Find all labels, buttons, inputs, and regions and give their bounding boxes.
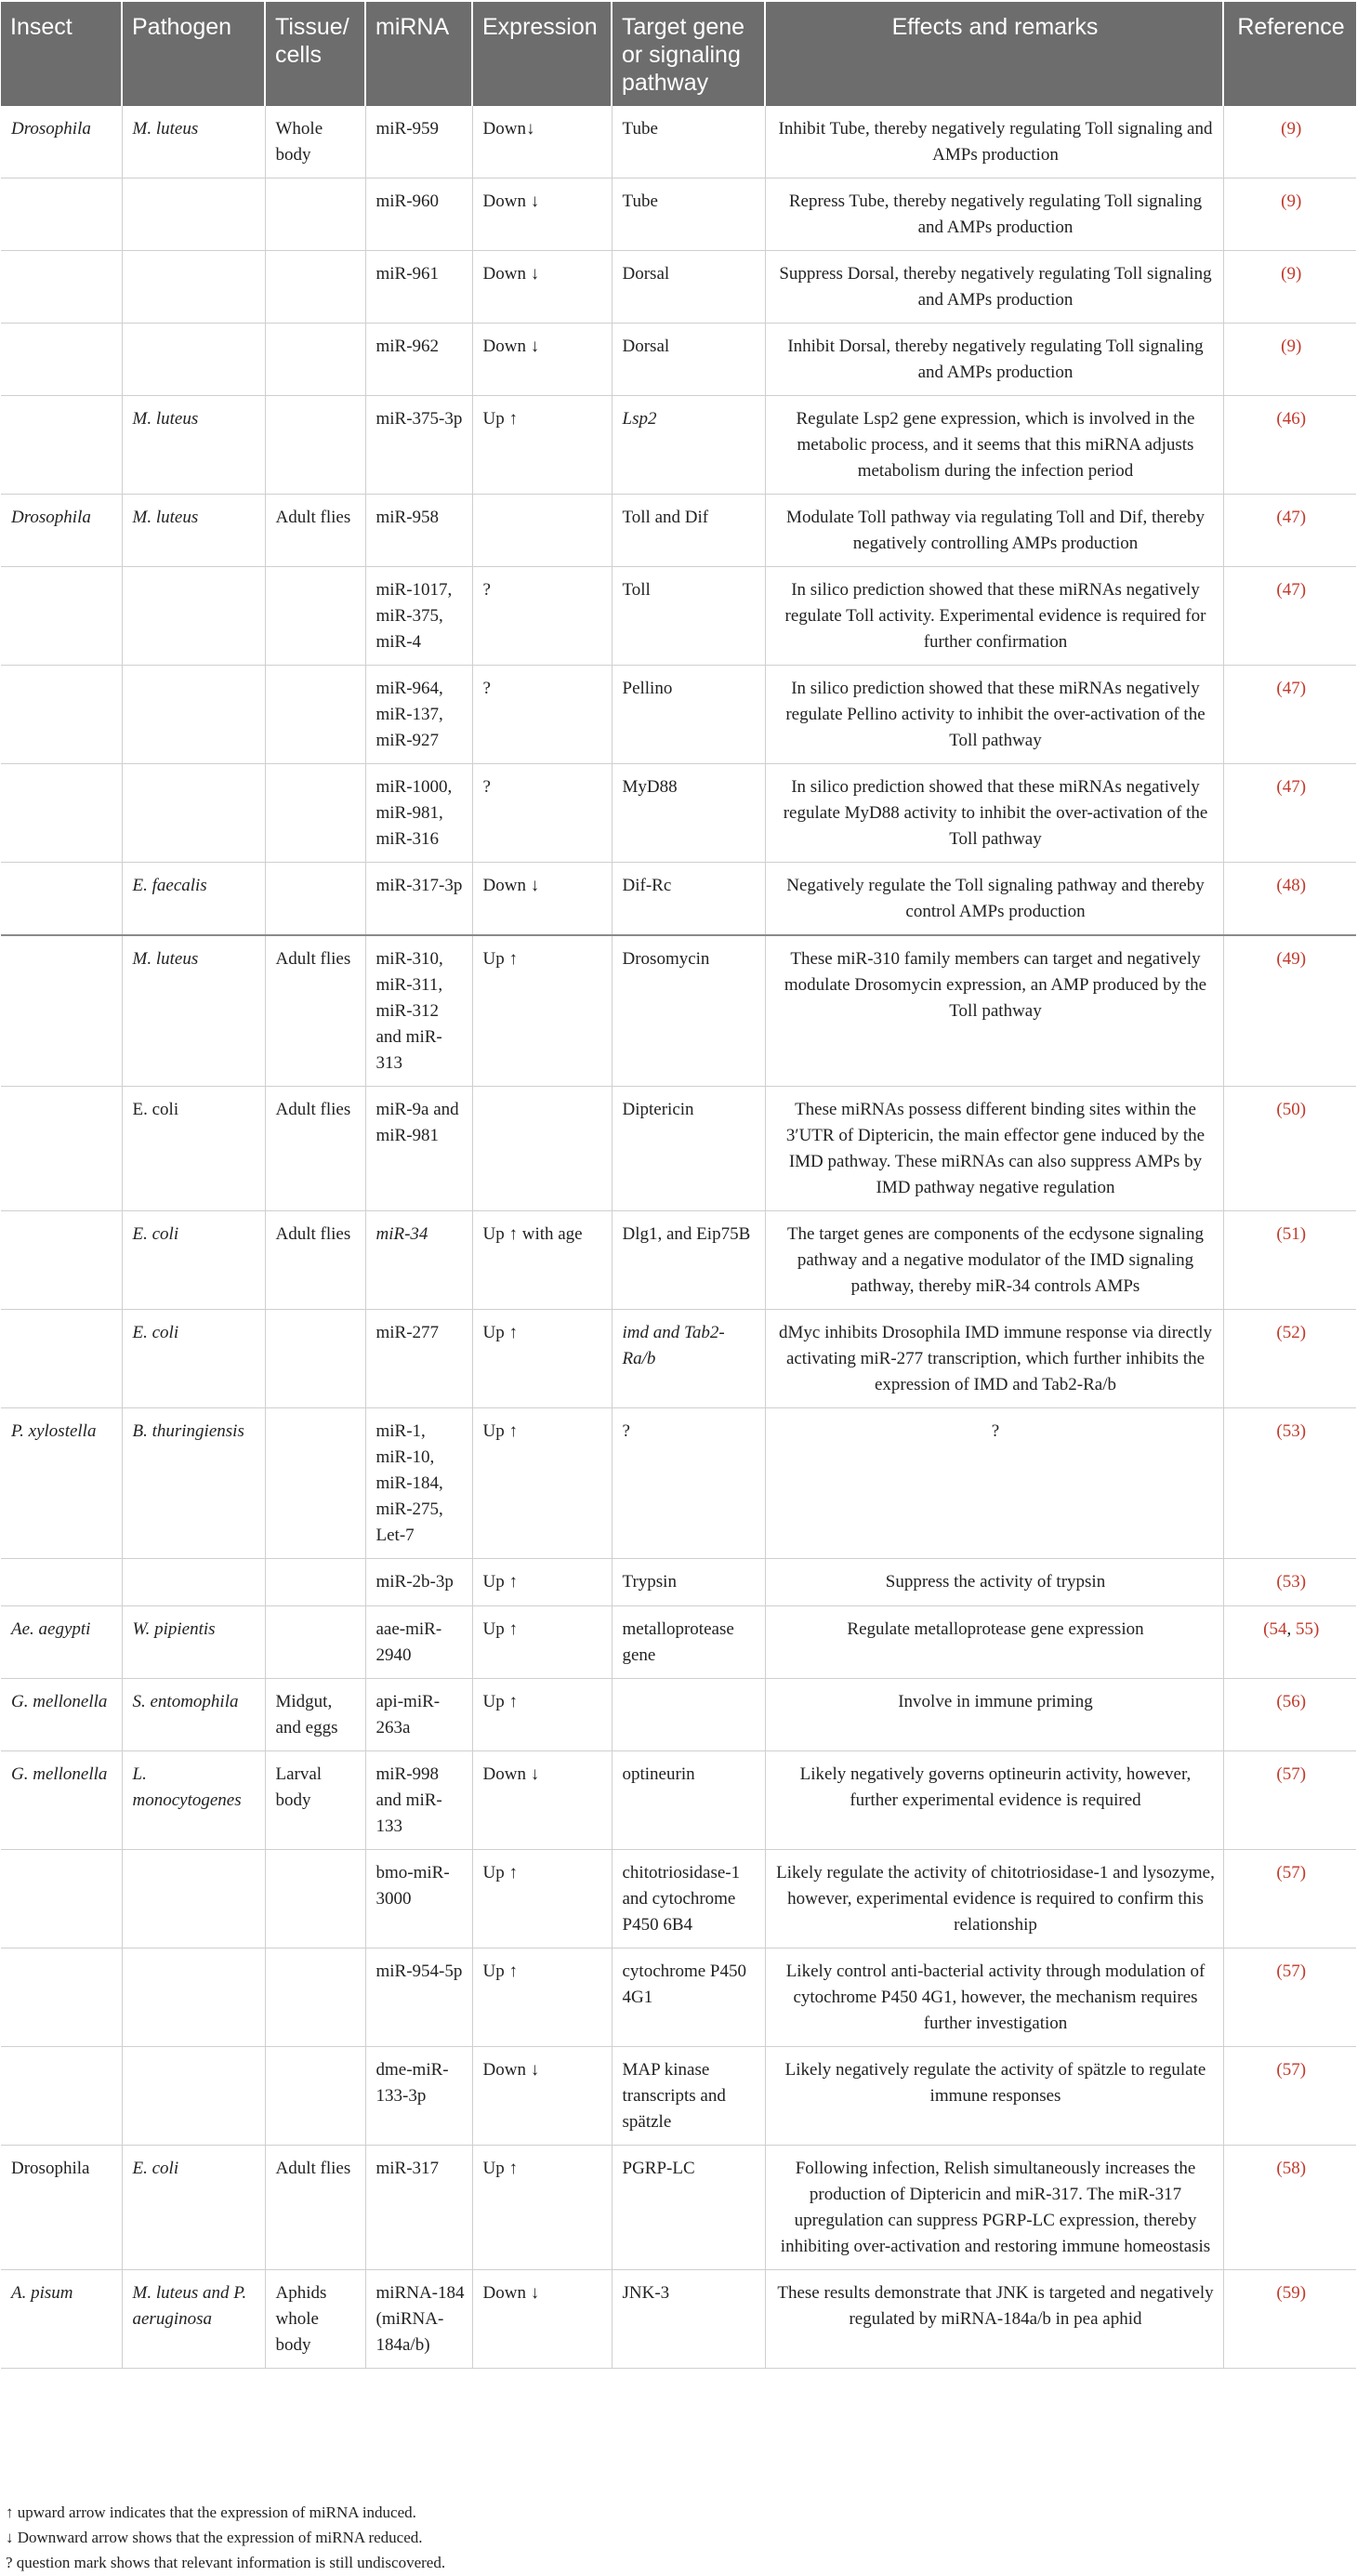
cell-reference: (57) (1223, 2047, 1356, 2146)
cell-reference: (46) (1223, 396, 1356, 495)
cell-reference: (50) (1223, 1087, 1356, 1211)
cell-insect (1, 2047, 122, 2146)
cell-target: Dorsal (612, 324, 765, 396)
cell-insect (1, 178, 122, 251)
cell-reference: (57) (1223, 1751, 1356, 1850)
cell-expression: Down ↓ (472, 324, 612, 396)
cell-tissue: Aphids whole body (265, 2270, 365, 2369)
cell-tissue (265, 324, 365, 396)
cell-pathogen (122, 1850, 265, 1949)
cell-target: imd and Tab2-Ra/b (612, 1310, 765, 1408)
cell-pathogen: E. coli (122, 1310, 265, 1408)
cell-reference: (9) (1223, 106, 1356, 178)
cell-target: Diptericin (612, 1087, 765, 1211)
header-pathogen: Pathogen (122, 2, 265, 106)
cell-target (612, 1679, 765, 1751)
cell-target: Dorsal (612, 251, 765, 324)
cell-effects: Suppress Dorsal, thereby negatively regulating Toll signaling and AMPs production (765, 251, 1223, 324)
cell-effects: Repress Tube, thereby negatively regulating Toll signaling and AMPs production (765, 178, 1223, 251)
cell-expression: Up ↑ (472, 1310, 612, 1408)
cell-expression: Up ↑ (472, 1408, 612, 1559)
data-table (1, 2, 1356, 2369)
cell-target: PGRP-LC (612, 2146, 765, 2270)
cell-mirna: miR-958 (365, 495, 472, 567)
cell-tissue: Adult flies (265, 1211, 365, 1310)
cell-mirna: aae-miR-2940 (365, 1606, 472, 1679)
cell-target: Dlg1, and Eip75B (612, 1211, 765, 1310)
cell-pathogen (122, 666, 265, 764)
cell-expression: Down ↓ (472, 251, 612, 324)
cell-tissue: Adult flies (265, 2146, 365, 2270)
cell-tissue (265, 863, 365, 936)
cell-insect (1, 567, 122, 666)
reference-link[interactable]: 48 (1282, 876, 1300, 895)
cell-reference: (47) (1223, 764, 1356, 863)
cell-tissue (265, 251, 365, 324)
table-row (1, 1850, 1356, 1949)
cell-mirna: miR-964, miR-137, miR-927 (365, 666, 472, 764)
table-row (1, 764, 1356, 863)
cell-mirna: api-miR-263a (365, 1679, 472, 1751)
reference-link[interactable]: 47 (1282, 580, 1300, 600)
cell-mirna: miR-277 (365, 1310, 472, 1408)
cell-target: Tube (612, 106, 765, 178)
cell-pathogen (122, 178, 265, 251)
cell-expression: ? (472, 764, 612, 863)
cell-insect (1, 863, 122, 936)
cell-insect (1, 1211, 122, 1310)
cell-reference: (57) (1223, 1850, 1356, 1949)
cell-target: Toll and Dif (612, 495, 765, 567)
cell-reference: (9) (1223, 324, 1356, 396)
cell-insect (1, 935, 122, 1087)
cell-tissue (265, 1408, 365, 1559)
cell-insect: Drosophila (1, 106, 122, 178)
cell-effects: Modulate Toll pathway via regulating Toll and Dif, thereby negatively controlling AMPs production (765, 495, 1223, 567)
cell-tissue (265, 396, 365, 495)
cell-effects: Suppress the activity of trypsin (765, 1559, 1223, 1606)
reference-link[interactable]: 9 (1286, 264, 1296, 284)
reference-link[interactable]: 47 (1282, 508, 1300, 527)
reference-separator: , (1286, 1619, 1296, 1639)
cell-pathogen (122, 1949, 265, 2047)
cell-reference: (53) (1223, 1559, 1356, 1606)
cell-insect (1, 666, 122, 764)
header-expression: Expression (472, 2, 612, 106)
reference-link[interactable]: 46 (1282, 409, 1300, 429)
cell-mirna: miR-960 (365, 178, 472, 251)
cell-pathogen: E. faecalis (122, 863, 265, 936)
cell-pathogen: M. luteus (122, 495, 265, 567)
cell-expression: Up ↑ (472, 1850, 612, 1949)
table-row (1, 1559, 1356, 1606)
cell-expression: Up ↑ (472, 1949, 612, 2047)
footnote-question-mark: ? question mark shows that relevant information is still undiscovered. (6, 2554, 446, 2571)
cell-target: ? (612, 1408, 765, 1559)
cell-target: Tube (612, 178, 765, 251)
table-row (1, 935, 1356, 1087)
table-row (1, 567, 1356, 666)
cell-reference: (59) (1223, 2270, 1356, 2369)
header-reference: Reference (1223, 2, 1356, 106)
table-body (1, 106, 1356, 2369)
cell-effects: Following infection, Relish simultaneously increases the production of Diptericin and miR-317. The miR-317 upregulation can suppress PGRP-LC expression, thereby inhibiting over-activation and restoring immune homeostasis (765, 2146, 1223, 2270)
cell-expression: Down ↓ (472, 863, 612, 936)
reference-link[interactable]: 57 (1282, 1863, 1300, 1882)
cell-insect (1, 1850, 122, 1949)
cell-tissue: Midgut, and eggs (265, 1679, 365, 1751)
cell-reference: (48) (1223, 863, 1356, 936)
cell-pathogen: M. luteus (122, 106, 265, 178)
cell-insect (1, 1087, 122, 1211)
cell-mirna: miR-959 (365, 106, 472, 178)
cell-mirna: miR-1, miR-10, miR-184, miR-275, Let-7 (365, 1408, 472, 1559)
header-tissue: Tissue/ cells (265, 2, 365, 106)
cell-mirna: miR-2b-3p (365, 1559, 472, 1606)
cell-mirna: miR-317 (365, 2146, 472, 2270)
cell-pathogen: W. pipientis (122, 1606, 265, 1679)
cell-target: Toll (612, 567, 765, 666)
cell-tissue (265, 764, 365, 863)
cell-effects: Regulate Lsp2 gene expression, which is involved in the metabolic process, and it seems that this miRNA adjusts metabolism during the infection period (765, 396, 1223, 495)
cell-target: Drosomycin (612, 935, 765, 1087)
cell-effects: In silico prediction showed that these miRNAs negatively regulate Pellino activity to inhibit the over-activation of the Toll pathway (765, 666, 1223, 764)
header-insect: Insect (1, 2, 122, 106)
cell-expression: ? (472, 567, 612, 666)
cell-reference: (51) (1223, 1211, 1356, 1310)
cell-insect: A. pisum (1, 2270, 122, 2369)
cell-tissue: Adult flies (265, 1087, 365, 1211)
cell-reference: (47) (1223, 495, 1356, 567)
table-row (1, 1679, 1356, 1751)
cell-target: metalloprotease gene (612, 1606, 765, 1679)
cell-insect (1, 1559, 122, 1606)
cell-mirna: miR-375-3p (365, 396, 472, 495)
table-row (1, 666, 1356, 764)
cell-tissue (265, 1310, 365, 1408)
cell-pathogen: S. entomophila (122, 1679, 265, 1751)
table-row (1, 251, 1356, 324)
cell-reference: (57) (1223, 1949, 1356, 2047)
cell-expression: Up ↑ (472, 396, 612, 495)
cell-pathogen: L. monocytogenes (122, 1751, 265, 1850)
cell-pathogen: E. coli (122, 1087, 265, 1211)
reference-link[interactable]: 9 (1286, 192, 1296, 211)
cell-insect (1, 1949, 122, 2047)
table-row (1, 1408, 1356, 1559)
cell-mirna: miR-961 (365, 251, 472, 324)
reference-link[interactable]: 56 (1282, 1692, 1300, 1711)
cell-effects: These miR-310 family members can target and negatively modulate Drosomycin expression, an AMP produced by the Toll pathway (765, 935, 1223, 1087)
cell-expression: Up ↑ (472, 2146, 612, 2270)
cell-tissue (265, 178, 365, 251)
footnote-down-arrow: ↓ Downward arrow shows that the expression of miRNA reduced. (6, 2529, 423, 2546)
cell-tissue: Adult flies (265, 495, 365, 567)
cell-expression: Down ↓ (472, 2047, 612, 2146)
cell-pathogen (122, 324, 265, 396)
reference-link[interactable]: 52 (1282, 1323, 1300, 1342)
cell-reference: (49) (1223, 935, 1356, 1087)
cell-insect (1, 324, 122, 396)
cell-effects: In silico prediction showed that these miRNAs negatively regulate Toll activity. Experimental evidence is required for further confirmation (765, 567, 1223, 666)
cell-target: optineurin (612, 1751, 765, 1850)
cell-mirna: bmo-miR-3000 (365, 1850, 472, 1949)
cell-effects: Involve in immune priming (765, 1679, 1223, 1751)
reference-link[interactable]: 54 (1269, 1619, 1287, 1639)
cell-expression: Down ↓ (472, 178, 612, 251)
cell-pathogen: M. luteus (122, 935, 265, 1087)
cell-mirna: miR-998 and miR-133 (365, 1751, 472, 1850)
cell-reference: (9) (1223, 251, 1356, 324)
cell-mirna: miR-34 (365, 1211, 472, 1310)
cell-pathogen: E. coli (122, 1211, 265, 1310)
cell-effects: These miRNAs possess different binding sites within the 3′UTR of Diptericin, the main effector gene induced by the IMD pathway. These miRNAs can also suppress AMPs by IMD pathway negative regulation (765, 1087, 1223, 1211)
cell-insect: G. mellonella (1, 1679, 122, 1751)
table-row (1, 396, 1356, 495)
cell-pathogen (122, 2047, 265, 2146)
cell-mirna: miR-1017, miR-375, miR-4 (365, 567, 472, 666)
cell-target: MyD88 (612, 764, 765, 863)
cell-target: JNK-3 (612, 2270, 765, 2369)
reference-link[interactable]: 49 (1282, 949, 1300, 969)
table-row (1, 2146, 1356, 2270)
cell-reference: (47) (1223, 567, 1356, 666)
table-row (1, 1310, 1356, 1408)
reference-link[interactable]: 51 (1282, 1224, 1300, 1244)
table-row (1, 863, 1356, 936)
cell-mirna: dme-miR-133-3p (365, 2047, 472, 2146)
table-row (1, 1949, 1356, 2047)
cell-tissue (265, 1949, 365, 2047)
cell-effects: Negatively regulate the Toll signaling pathway and thereby control AMPs production (765, 863, 1223, 936)
reference-link[interactable]: 50 (1282, 1100, 1300, 1119)
table-row (1, 1211, 1356, 1310)
cell-effects: These results demonstrate that JNK is targeted and negatively regulated by miRNA-184a/b in pea aphid (765, 2270, 1223, 2369)
cell-insect: P. xylostella (1, 1408, 122, 1559)
cell-mirna: miR-962 (365, 324, 472, 396)
cell-tissue (265, 2047, 365, 2146)
cell-pathogen (122, 1559, 265, 1606)
cell-target: cytochrome P450 4G1 (612, 1949, 765, 2047)
cell-expression: Down ↓ (472, 1751, 612, 1850)
reference-link[interactable]: 57 (1282, 2060, 1300, 2080)
cell-target: Pellino (612, 666, 765, 764)
cell-expression: Up ↑ (472, 1606, 612, 1679)
cell-tissue: Larval body (265, 1751, 365, 1850)
cell-reference: (52) (1223, 1310, 1356, 1408)
header-effects: Effects and remarks (765, 2, 1223, 106)
table-row (1, 106, 1356, 178)
cell-expression: Up ↑ (472, 935, 612, 1087)
cell-effects: Likely negatively governs optineurin activity, however, further experimental evidence is required (765, 1751, 1223, 1850)
cell-tissue (265, 666, 365, 764)
cell-expression (472, 1087, 612, 1211)
mirna-immunity-table (1, 2, 1356, 2369)
cell-effects: Regulate metalloprotease gene expression (765, 1606, 1223, 1679)
cell-effects: In silico prediction showed that these miRNAs negatively regulate MyD88 activity to inhibit the over-activation of the Toll pathway (765, 764, 1223, 863)
cell-tissue (265, 1850, 365, 1949)
table-row (1, 495, 1356, 567)
reference-link[interactable]: 57 (1282, 1962, 1300, 1981)
cell-insect (1, 251, 122, 324)
cell-target: Dif-Rc (612, 863, 765, 936)
cell-reference: (47) (1223, 666, 1356, 764)
table-row (1, 178, 1356, 251)
cell-reference: (53) (1223, 1408, 1356, 1559)
table-row (1, 1087, 1356, 1211)
footnote-up-arrow: ↑ upward arrow indicates that the expression of miRNA induced. (6, 2503, 416, 2521)
cell-target: Lsp2 (612, 396, 765, 495)
cell-pathogen: E. coli (122, 2146, 265, 2270)
cell-mirna: miR-9a and miR-981 (365, 1087, 472, 1211)
reference-link[interactable]: 59 (1282, 2283, 1300, 2303)
reference-link[interactable]: 9 (1286, 119, 1296, 139)
table-row (1, 2047, 1356, 2146)
header-mirna: miRNA (365, 2, 472, 106)
cell-tissue (265, 1559, 365, 1606)
table-row (1, 324, 1356, 396)
cell-pathogen: M. luteus and P. aeruginosa (122, 2270, 265, 2369)
cell-effects: Likely control anti-bacterial activity through modulation of cytochrome P450 4G1, however, the mechanism requires further investigation (765, 1949, 1223, 2047)
cell-expression (472, 495, 612, 567)
cell-effects: dMyc inhibits Drosophila IMD immune response via directly activating miR-277 transcription, which further inhibits the expression of IMD and Tab2-Ra/b (765, 1310, 1223, 1408)
table-row (1, 1606, 1356, 1679)
cell-expression: Up ↑ (472, 1559, 612, 1606)
table-row (1, 2270, 1356, 2369)
cell-effects: Likely regulate the activity of chitotriosidase-1 and lysozyme, however, experimental evidence is required to confirm this relationship (765, 1850, 1223, 1949)
cell-effects: Likely negatively regulate the activity of spätzle to regulate immune responses (765, 2047, 1223, 2146)
cell-insect: G. mellonella (1, 1751, 122, 1850)
cell-mirna: miRNA-184 (miRNA-184a/b) (365, 2270, 472, 2369)
cell-reference: (54, 55) (1223, 1606, 1356, 1679)
cell-insect (1, 396, 122, 495)
header-target: Target gene or signaling pathway (612, 2, 765, 106)
cell-pathogen (122, 764, 265, 863)
cell-insect (1, 1310, 122, 1408)
header-row (1, 2, 1356, 106)
cell-insect: Ae. aegypti (1, 1606, 122, 1679)
reference-link[interactable]: 57 (1282, 1764, 1300, 1784)
cell-pathogen: B. thuringiensis (122, 1408, 265, 1559)
cell-effects: The target genes are components of the ecdysone signaling pathway and a negative modulator of the IMD signaling pathway, thereby miR-34 controls AMPs (765, 1211, 1223, 1310)
cell-expression: Up ↑ with age (472, 1211, 612, 1310)
cell-effects: Inhibit Tube, thereby negatively regulating Toll signaling and AMPs production (765, 106, 1223, 178)
cell-mirna: miR-310, miR-311, miR-312 and miR-313 (365, 935, 472, 1087)
cell-effects: Inhibit Dorsal, thereby negatively regulating Toll signaling and AMPs production (765, 324, 1223, 396)
reference-link[interactable]: 53 (1282, 1421, 1300, 1441)
cell-mirna: miR-954-5p (365, 1949, 472, 2047)
table-row (1, 1751, 1356, 1850)
cell-target: MAP kinase transcripts and spätzle (612, 2047, 765, 2146)
cell-target: Trypsin (612, 1559, 765, 1606)
cell-effects: ? (765, 1408, 1223, 1559)
cell-pathogen (122, 567, 265, 666)
cell-insect: Drosophila (1, 2146, 122, 2270)
cell-insect: Drosophila (1, 495, 122, 567)
cell-reference: (9) (1223, 178, 1356, 251)
cell-target: chitotriosidase-1 and cytochrome P450 6B4 (612, 1850, 765, 1949)
reference-link[interactable]: 58 (1282, 2159, 1300, 2178)
cell-mirna: miR-1000, miR-981, miR-316 (365, 764, 472, 863)
cell-tissue: Whole body (265, 106, 365, 178)
reference-link[interactable]: 47 (1282, 679, 1300, 698)
cell-tissue (265, 567, 365, 666)
cell-pathogen (122, 251, 265, 324)
cell-insect (1, 764, 122, 863)
cell-expression: Up ↑ (472, 1679, 612, 1751)
reference-link[interactable]: 55 (1296, 1619, 1313, 1639)
cell-expression: Down ↓ (472, 2270, 612, 2369)
cell-expression: Down↓ (472, 106, 612, 178)
footnotes (6, 2500, 445, 2575)
reference-link[interactable]: 53 (1282, 1572, 1300, 1592)
cell-reference: (56) (1223, 1679, 1356, 1751)
cell-expression: ? (472, 666, 612, 764)
cell-mirna: miR-317-3p (365, 863, 472, 936)
cell-reference: (58) (1223, 2146, 1356, 2270)
cell-pathogen: M. luteus (122, 396, 265, 495)
cell-tissue (265, 1606, 365, 1679)
cell-tissue: Adult flies (265, 935, 365, 1087)
reference-link[interactable]: 47 (1282, 777, 1300, 797)
reference-link[interactable]: 9 (1286, 337, 1296, 356)
